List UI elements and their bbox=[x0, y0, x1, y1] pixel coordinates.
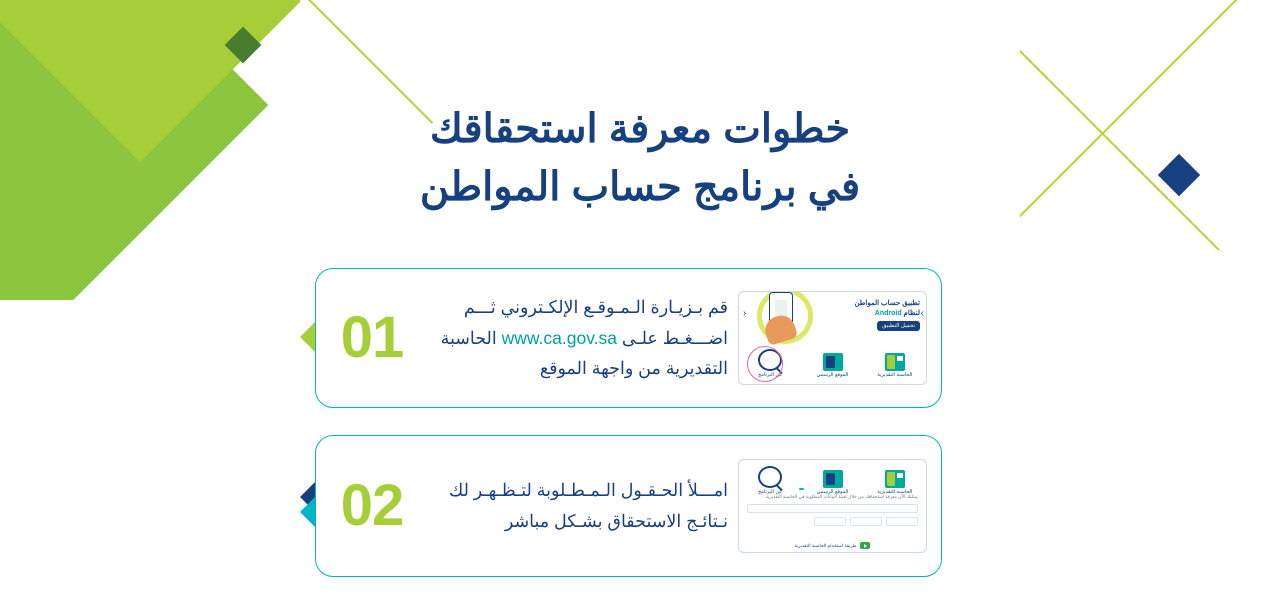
form-input-3[interactable] bbox=[814, 517, 846, 526]
title-line-1: خطوات معرفة استحقاقك bbox=[429, 107, 851, 151]
promo-line-1: تطبيق حساب المواطن bbox=[854, 300, 920, 307]
step2-number: 02 bbox=[340, 473, 404, 538]
step1-text-part1: قم بـزيـارة الـمـوقـع الإلكـتروني ثـــم اضـــغـط علـى bbox=[463, 297, 728, 348]
calculator-icon bbox=[885, 470, 905, 488]
estimation-form bbox=[747, 494, 918, 536]
calculator-highlight-circle bbox=[747, 346, 783, 382]
calculator-tile[interactable] bbox=[870, 470, 920, 496]
download-app-button[interactable]: تحميل التطبيق bbox=[877, 321, 920, 331]
official-site-tile-label: الموقع الرسمي bbox=[816, 371, 849, 378]
calculator-tile-label: الحاسبة التقديرية bbox=[877, 371, 913, 378]
form-note: يمكنك الآن معرفة استحقاقك من خلال تعبئة البيانات المطلوبة في الحاسبة التقديرية bbox=[765, 494, 918, 499]
calculator-tile-label: الحاسبة التقديرية bbox=[877, 489, 913, 495]
promo-line-2 bbox=[875, 309, 920, 317]
step1-number: 01 bbox=[340, 305, 404, 370]
x-line-b bbox=[1020, 0, 1245, 246]
chevron-right-icon[interactable]: › bbox=[920, 308, 924, 319]
form-input-1[interactable] bbox=[886, 517, 918, 526]
video-help-link[interactable] bbox=[747, 542, 918, 549]
about-program-tile-label: عن البرنامج bbox=[758, 371, 783, 378]
step1-screenshot-inner bbox=[739, 292, 926, 384]
file-icon bbox=[823, 470, 843, 488]
step2-screenshot bbox=[738, 459, 927, 553]
video-help-label: طريقة استخدام الحاسبة التقديرية bbox=[794, 542, 857, 548]
official-site-tile[interactable] bbox=[808, 353, 858, 379]
search-icon bbox=[758, 466, 782, 488]
promo-brand: Android bbox=[874, 310, 902, 317]
step2-screenshot-inner bbox=[739, 460, 926, 552]
step-card-1 bbox=[315, 268, 942, 408]
play-icon bbox=[860, 542, 870, 549]
x-line-a bbox=[1020, 10, 1235, 250]
about-program-tile[interactable] bbox=[745, 466, 795, 496]
app-promo bbox=[800, 298, 920, 340]
title-line-2: في برنامج حساب المواطن bbox=[419, 165, 861, 209]
file-icon bbox=[823, 353, 843, 371]
official-site-tile[interactable] bbox=[808, 470, 858, 496]
step2-text-part1: امـــلأ الحـقـول الـمـطـلوبة لتـظـهـر لك نـتائـج الاستحقاق بشـكل مباشر bbox=[448, 480, 728, 531]
about-program-tile-label: عن البرنامج bbox=[758, 489, 783, 495]
step1-text-part2: الحاسبة التقديرية من واجهة الموقع bbox=[440, 327, 728, 379]
form-field-row bbox=[747, 517, 918, 526]
promo-line-2-prefix: لنظام bbox=[901, 310, 920, 317]
step1-text bbox=[428, 292, 732, 384]
page-title bbox=[330, 100, 950, 216]
step1-url[interactable]: www.ca.gov.sa bbox=[501, 327, 618, 348]
step1-screenshot bbox=[738, 291, 927, 385]
active-tab-indicator bbox=[799, 488, 804, 490]
step2-icon-row bbox=[739, 466, 926, 496]
form-input-2[interactable] bbox=[850, 517, 882, 526]
calculator-tile[interactable] bbox=[870, 353, 920, 379]
chevron-left-icon[interactable]: ‹ bbox=[743, 308, 747, 319]
official-site-tile-label: الموقع الرسمي bbox=[816, 489, 849, 495]
step2-text bbox=[428, 475, 732, 536]
step-card-2 bbox=[315, 435, 942, 577]
form-field-label-row bbox=[747, 504, 918, 513]
x-lines-decoration bbox=[1020, 0, 1280, 250]
calculator-icon bbox=[885, 353, 905, 371]
